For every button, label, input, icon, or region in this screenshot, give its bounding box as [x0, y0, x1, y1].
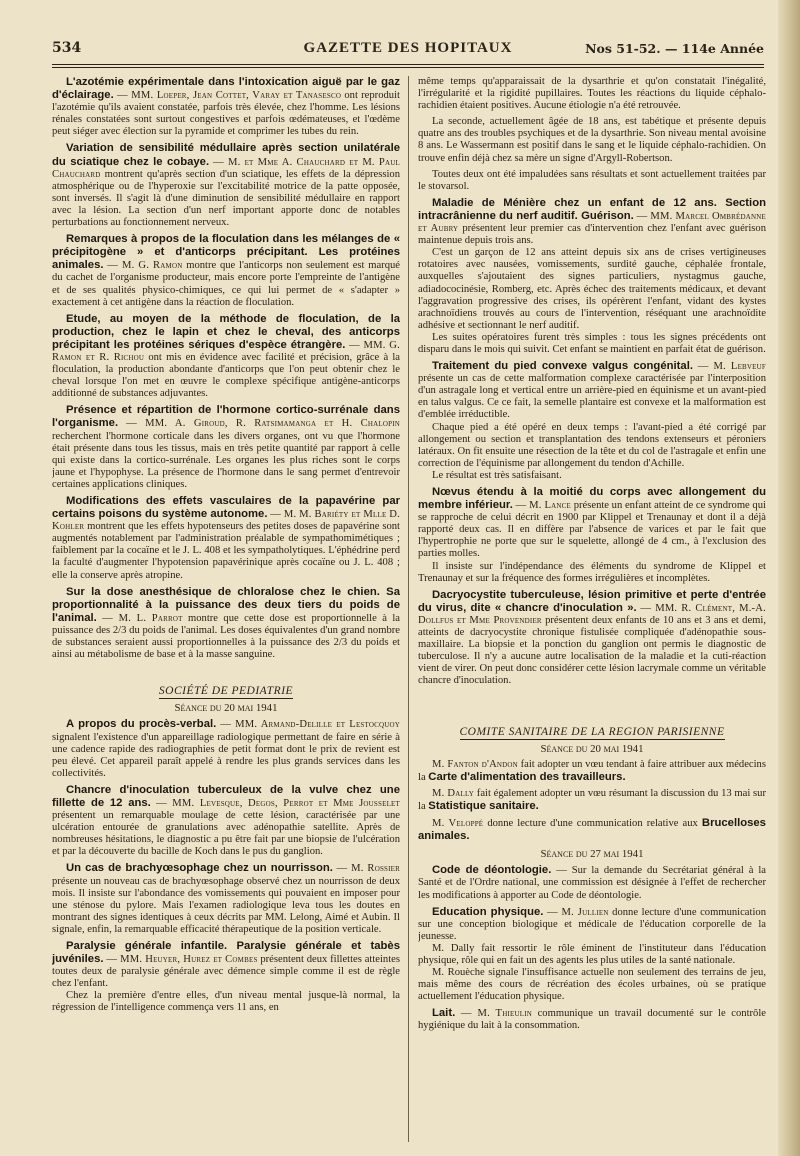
- article: [52, 940, 400, 1015]
- article-authors: — M. M. Bariéty et Mlle D. Kohler: [52, 509, 400, 533]
- article-title: Maladie de Ménière chez un enfant de 12 ans. Section intracrânienne du nerf auditif. Guérison.: [418, 196, 766, 222]
- seance-date: Séance du 20 mai 1941: [174, 702, 278, 715]
- article-paragraph: [418, 589, 766, 688]
- article-paragraph: [52, 404, 400, 491]
- article: [418, 817, 766, 843]
- article: [418, 360, 766, 482]
- article: [418, 759, 766, 784]
- article-title: L'azotémie expérimentale dans l'intoxication aiguë par le gaz d'éclairage.: [52, 76, 400, 102]
- article-body: Toutes deux ont été impaludées sans résultats et sont actuellement traitées par le stovarsol.: [418, 168, 766, 192]
- article-paragraph: [418, 197, 766, 247]
- article-paragraph: [418, 759, 766, 784]
- article-paragraph: M. Dally fait ressortir le rôle éminent de l'instituteur dans l'éducation physique, rôle qui en fait un des agents les plus utiles de la santé nationale.: [418, 942, 766, 966]
- article-body: présente un nouveau cas de brachyœsophage observé chez un nourrisson de deux mois. Il insiste sur l'abondance des vomissements qui pouvaient en imposer pour une sténose du pylore. Mais l'examen radiologique leva tous les doutes en montrant des signes identiques à ceux décrits par MM. Lelong, Aimé et Aubin. Il signale, enfin, la remarquable efficacité thérapeutique de la position verticale.: [52, 875, 400, 935]
- article-title: Paralysie générale infantile. Paralysie générale et tabès juvéniles.: [52, 940, 400, 966]
- article: [418, 486, 766, 585]
- article-body: présente un cas de cette malformation complexe caractérisée par l'interposition d'un astragale long et vertical entre un arrière-pied en équinisme et un avant-pied en talus valgus. Ce ce fait, la semelle plantaire est convexe et la malformation est d'emblée irréductible.: [418, 373, 766, 421]
- article-authors: — MM. A. Giroud, R. Ratsimamanga et H. Chalopin: [126, 418, 400, 430]
- article-authors: — MM. R. Clément, M.-A. Dollfus et Mme Provendier: [418, 602, 766, 626]
- article-authors: — M. Thieulin: [460, 1008, 532, 1020]
- article: [418, 788, 766, 813]
- seance-date-1: Séance du 20 mai 1941: [540, 742, 644, 755]
- article-body: présentent deux enfants de 10 ans et 3 ans et demi, atteints de dacryocystite chronique fistulisée compliquée d'adénopathie sous-maxillaire. La biopsie et la ponction du ganglion ont permis le diagnostic de tuberculose. Il n'y a aucune autre localisation de la maladie et la cuti-réaction vient de virer. On peut donc considérer cette lésion lacrymale comme un véritable chancre d'inoculation.: [418, 614, 766, 687]
- article-body: fait également adopter un vœu résumant la discussion du 13 mai sur la: [418, 787, 766, 812]
- article-authors: — MM. Levesque, Degos, Perrot et Mme Jousselet: [156, 797, 400, 809]
- article-paragraph: [52, 495, 400, 582]
- article-title: Traitement du pied convexe valgus congénital.: [432, 360, 693, 373]
- article: [52, 233, 400, 309]
- article-paragraph: [52, 718, 400, 779]
- article: [52, 76, 400, 138]
- article-body: communique un travail documenté sur le contrôle hygiénique du lait à la consommation.: [418, 1008, 766, 1032]
- article-body: — Sur la demande du Secrétariat général à la Santé et de l'Ordre national, une commission est désignée à l'effet de rechercher les modifications à apporter au Code de déontologie.: [418, 865, 766, 901]
- article-body: signalent l'existence d'un appareillage radiologique permettant de faire en série à une cadence rapide des radiographies de petit format dont le prix de revient est peu élevé. Cet appareil paraît appelé à rendre les plus grands services dans les collectivités.: [52, 731, 400, 779]
- article-paragraph: Chaque pied a été opéré en deux temps : l'avant-pied a été corrigé par allongement ou section et transplantation des tendons extenseurs et péroniers latéraux. On fit ensuite une résection de la tête et du col de l'astragale et enfin une correction de l'équinisme par allongement du tendon d'Achille.: [418, 421, 766, 469]
- journal-title: GAZETTE DES HOPITAUX: [303, 40, 513, 56]
- article-paragraph: Le résultat est très satisfaisant.: [432, 469, 562, 481]
- section-heading-comite: COMITE SANITAIRE DE LA REGION PARISIENNE: [459, 725, 725, 738]
- article-paragraph: Chez la première d'entre elles, d'un niveau mental jusque-là normal, la régression de l'intelligence commença vers 11 ans, en: [52, 990, 400, 1014]
- article-paragraph: [52, 313, 400, 401]
- article-paragraph: [418, 788, 766, 813]
- article-authors: — MM. G. Ramon et R. Richou: [52, 339, 400, 363]
- article-body: montre que l'anticorps non seulement est marqué du cachet de l'organisme producteur, mais encore porte l'empreinte de l'antigène et de ses qualités physico-chimiques, ce qui lui permet de « s'adapter » exactement à cet antigène dans la réaction de floculation.: [52, 260, 400, 308]
- article-paragraph: M. Rouèche signale l'insuffisance actuelle non seulement des terrains de jeu, mais même des cours de récréation des écoles urbaines, où se pratique actuellement l'éducation physique.: [418, 967, 766, 1003]
- article-title: Variation de sensibilité médullaire après section unilatérale du sciatique chez le cobaye.: [52, 142, 400, 168]
- article-paragraph: [52, 76, 400, 138]
- article-title: Brucelloses animales.: [418, 817, 766, 843]
- article: [418, 197, 766, 356]
- article-title: Sur la dose anesthésique de chloralose chez le chien. Sa proportionnalité à la puissance des deux tiers du poids de l'animal.: [52, 585, 400, 624]
- article-body: montre que cette dose est proportionnelle à la puissance des 2/3 du poids de l'animal. Les doses équivalentes d'un grand nombre de substances seraient aussi proportionnelles à la puissance des 2/3 du poids et ainsi au métabolisme de base et à la masse sanguine.: [52, 612, 400, 661]
- column-divider: [408, 76, 409, 1142]
- article-title: Un cas de brachyœsophage chez un nourrisson.: [66, 862, 333, 875]
- article: [52, 495, 400, 582]
- article-paragraph: [418, 864, 766, 901]
- article-paragraph: C'est un garçon de 12 ans atteint depuis six ans de crises vertigineuses rotatoires avec nausées, vomissements, surdité gauche, céphalée frontale, auxquelles s'ajoutaient des signes particuliers, nystagmus gauche, adiadococinésie, Romberg, etc. Après échec des traitements médicaux, et devant l'aggravation progressive des crises, ils opérèrent l'enfant, vidant des kystes arachnoïdiens trouvés au cours de l'intervention, réséquant une arachnoïdite adhésive et sectionnant le nerf auditif.: [418, 247, 766, 331]
- section-heading-pediatrie: SOCIÉTÉ DE PEDIATRIE: [158, 685, 294, 698]
- article-authors: — M. Lance: [515, 500, 572, 512]
- article-title: Code de déontologie.: [432, 864, 552, 877]
- article-body: présentent deux fillettes atteintes toutes deux de paralysie générale avec démence simple comme il est de règle chez l'enfant.: [52, 954, 400, 990]
- article-body: ont reproduit l'azotémie qu'ils avaient constatée, parfois très élevée, chez l'homme. Les lésions rénales constatées sont surtout congestives et parfois œdémateuses, et l'œdème peut siéger avec élection sur la pyramide et comprimer les tubes du rein.: [52, 90, 400, 138]
- article-body: fait adopter un vœu tendant à faire attribuer aux médecins la: [418, 758, 766, 783]
- article-paragraph: [52, 940, 400, 990]
- article: [418, 169, 766, 193]
- article: [418, 589, 766, 688]
- issue-label: Nos 51-52. — 114e Année: [585, 41, 764, 56]
- article-body: montrent que les effets hypotenseurs des petites doses de papavérine sont augmentés notablement par l'administration préalable de sympathomimétiques ; faiblement par la cocaïne et le J. L. 408 et les sympatholytiques. L'éphédrine perd la faculté d'augmenter l'hypotension papavérinique après cocaïne ou J. L. 408 ; elle la conserve après atropine.: [52, 521, 400, 581]
- article-body: présente un enfant atteint de ce syndrome qui se rapproche de celui décrit en 1900 par Klippel et Trenaunay et dont il a déjà rapporté deux cas. Il en diffère par l'absence de varices et par le fait que l'hypertrophie ne porte que sur le squelette, allongé de 4 cm., à l'exclusion des parties molles.: [418, 500, 766, 560]
- article-title: Remarques à propos de la floculation dans les mélanges de « précipitogène » et d'anticorps précipitant. Les protéines animales.: [52, 233, 400, 272]
- article-paragraph: Il insiste sur l'indépendance des éléments du syndrome de Klippel et Trenaunay et sur la fréquence des formes irrégulières et incomplètes.: [418, 560, 766, 584]
- article-body: donne lecture d'une communication sur une conception biologique et médicale de l'éducation corporelle de la jeunesse.: [418, 906, 766, 942]
- article: [52, 784, 400, 859]
- article-body: donne lecture d'une communication relative aux: [483, 818, 702, 830]
- article-title: Présence et répartition de l'hormone cortico-surrénale dans l'organisme.: [52, 404, 400, 430]
- article-authors: — M. G. Ramon: [107, 260, 183, 272]
- article: [418, 76, 766, 112]
- article-authors: — MM. Heuyer, Hurez et Combes: [106, 954, 258, 966]
- article-title: Etude, au moyen de la méthode de floculation, de la production, chez le lapin et chez le cheval, des anticorps précipitant les protéines sériques d'espèce étrangère.: [52, 312, 400, 351]
- article-authors: — M. Lebveuf: [697, 361, 766, 373]
- article-authors: — MM. Loeper, Jean Cottet, Varay et Tanasesco: [117, 90, 342, 102]
- article-paragraph: [418, 360, 766, 421]
- article: [52, 862, 400, 936]
- article-paragraph: Les suites opératoires furent très simples : tous les signes précédents ont disparu dans le mois qui suivit. Cet enfant se maintient en parfait état de guérison.: [418, 331, 766, 355]
- article-paragraph: [52, 862, 400, 936]
- article-authors: — MM. Marcel Ombrédanne et Aubry: [418, 210, 766, 235]
- article: [418, 116, 766, 164]
- article-paragraph: [418, 906, 766, 943]
- article-title: A propos du procès-verbal.: [66, 718, 217, 731]
- article-body: présentent un remarquable moulage de cette lésion, caractérisée par une ulcération entourée de granulations avec adénopathie satellite. Après de nombreuses hésitations, le diagnostic a pu être fait par une biopsie de l'ulcération et par la découverte du bacille de Koch dans le pus du ganglion.: [52, 810, 400, 858]
- article-body: montrent qu'après section d'un sciatique, les effets de la dépression atmosphérique ou de l'hyperoxie sur l'excitabilité motrice de la patte opposée, sont inversés. Il s'agit là d'une diminution de sensibilité médullaire en rapport avec la lésion. La section d'un nerf important apporte donc de notables perturbations au fonctionnement nerveux.: [52, 168, 400, 229]
- article-authors: — M. Rossier: [336, 863, 400, 875]
- article-title: Statistique sanitaire.: [428, 799, 539, 812]
- article-authors: M. Dally: [432, 787, 475, 799]
- article-title: Chancre d'inoculation tuberculeux de la vulve chez une fillette de 12 ans.: [52, 783, 400, 809]
- article: [418, 1007, 766, 1032]
- right-column: [418, 76, 766, 1142]
- article: [52, 313, 400, 401]
- article-authors: M. Veloppé: [432, 818, 484, 830]
- article-body: même temps qu'apparaissait de la dysarthrie et qu'on constatait l'inégalité, l'irrégularité et la rigidité pupillaires. Toutes les réactions du liquide céphalo-rachidien étaient positives. Aucune étiologie n'a été retrouvée.: [418, 76, 766, 112]
- article-authors: — M. L. Parrot: [102, 612, 183, 624]
- article-authors: — M. et Mme A. Chauchard et M. Paul Chauchard: [52, 156, 400, 180]
- article-paragraph: [52, 586, 400, 662]
- article-authors: — MM. Armand-Delille et Lestocquoy: [220, 719, 400, 731]
- article-paragraph: [418, 1007, 766, 1032]
- article-title: Carte d'alimentation des travailleurs.: [428, 770, 626, 783]
- article-title: Lait.: [432, 1007, 456, 1020]
- article-body: La seconde, actuellement âgée de 18 ans, est tabétique et présente depuis quatre ans des troubles psychiques et de la dysarthrie. Son niveau mental avoisine 8 ans. Le Wassermann est positif dans le sang et le liquide céphalo-rachidien. On trouve enfin déjà chez sa mère un signe d'Argyll-Robertson.: [418, 116, 766, 164]
- article-title: Education physique.: [432, 905, 544, 918]
- article: [52, 586, 400, 662]
- article-body: présentent leur premier cas d'intervention chez l'enfant avec guérison maintenue depuis trois ans.: [418, 223, 766, 247]
- article: [418, 864, 766, 901]
- article-paragraph: [418, 169, 766, 193]
- article-paragraph: [52, 784, 400, 859]
- article-paragraph: [52, 233, 400, 309]
- article-paragraph: [52, 142, 400, 229]
- article: [52, 718, 400, 779]
- article-authors: — M. Jullien: [546, 906, 609, 918]
- article-paragraph: [418, 76, 766, 112]
- article-paragraph: [418, 817, 766, 843]
- article-title: Modifications des effets vasculaires de la papavérine par certains poisons du système autonome.: [52, 495, 400, 521]
- left-column: [52, 76, 400, 1142]
- article: [52, 404, 400, 491]
- article: [52, 142, 400, 229]
- seance-date-2: Séance du 27 mai 1941: [540, 848, 644, 861]
- article-title: Dacryocystite tuberculeuse, lésion primitive et perte d'entrée du virus, dite « chancre d'inoculation ».: [418, 588, 766, 614]
- article-authors: M. Fanton d'Andon: [432, 758, 518, 770]
- article-paragraph: [418, 486, 766, 561]
- article: [418, 906, 766, 1004]
- article-body: ont mis en évidence avec facilité et précision, grâce à la floculation, la production abondante d'anticorps que l'on peut obtenir chez le cheval lorsque l'on met en œuvre le complexe spécifique antigène-anticorps additionné de substances adjuvantes.: [52, 351, 400, 400]
- article-title: Nœvus étendu à la moitié du corps avec allongement du membre inférieur.: [418, 486, 766, 512]
- header-rule: [52, 67, 764, 68]
- page-number: 534: [52, 40, 82, 56]
- running-header: [52, 40, 764, 65]
- article-paragraph: [418, 116, 766, 164]
- article-body: recherchent l'hormone corticale dans les divers organes, ont vu que l'hormone était présente dans tous les tissus, mais en très petite quantité par rapport à celle qui existe dans la cortico-surrénale. Les organes les plus riches sont le corps jaune et l'hypophyse. La présence de l'hormone dans le sang permet d'entrevoir certaines applications cliniques.: [52, 430, 400, 490]
- page-gutter: [778, 0, 800, 1156]
